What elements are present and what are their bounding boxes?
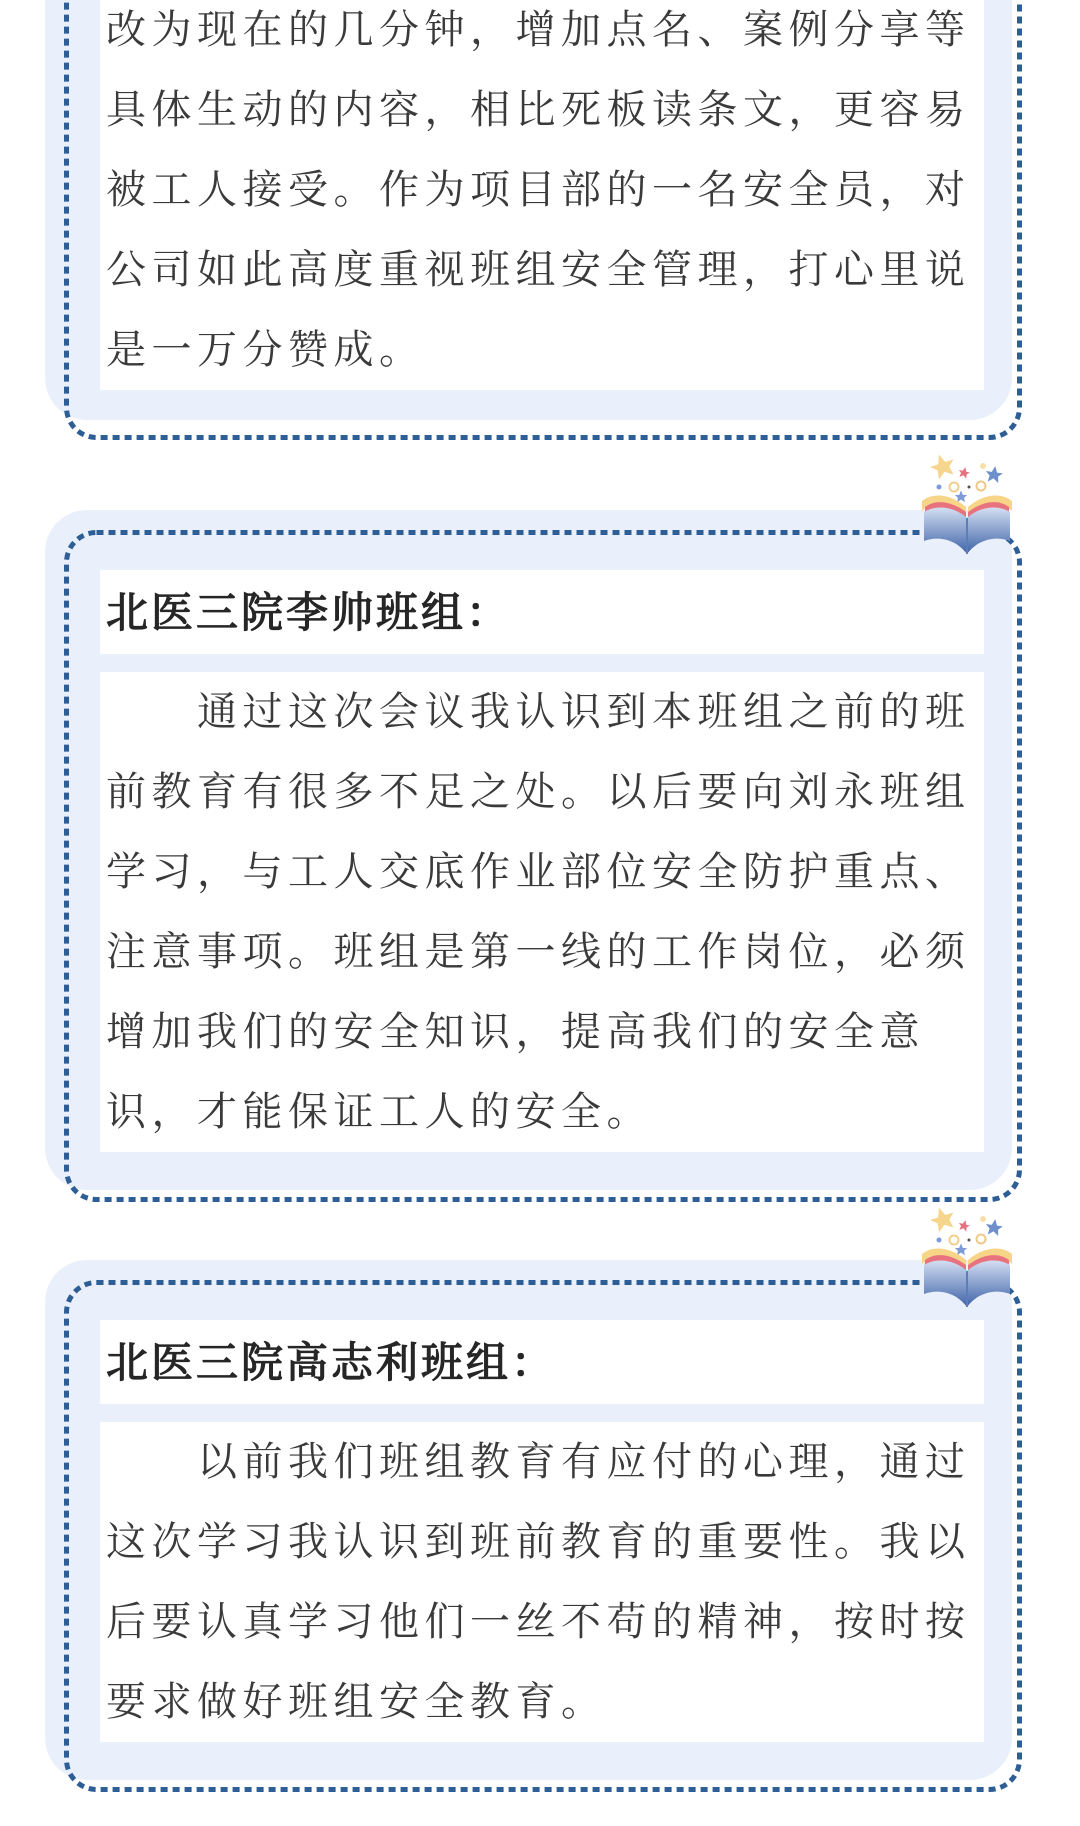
open-book (922, 1248, 1012, 1307)
quote-paragraph-text: 以前我们班组教育有应付的心理，通过这次学习我认识到班前教育的重要性。我以后要认真学习他们一丝不苟的精神，按时按要求做好班组安全教育。 (106, 1440, 971, 1724)
quote-box-3 (45, 1260, 1012, 1780)
paragraph-strip (100, 672, 984, 1152)
heading-strip (100, 1320, 984, 1404)
quote-paragraph-text: 通过这次会议我认识到本班组之前的班前教育有很多不足之处。以后要向刘永班组学习，与工人交底作业部位安全防护重点、注意事项。班组是第一线的工作岗位，必须增加我们的安全知识，提高我们的安全意识，才能保证工人的安全。 (106, 690, 971, 1134)
book-sparkle-icon (921, 444, 1013, 559)
open-book (922, 495, 1012, 554)
quote-box-1 (45, 0, 1012, 420)
paragraph-strip (100, 0, 984, 390)
paragraph-strip (100, 1422, 984, 1742)
quote-paragraph-text: 改为现在的几分钟，增加点名、案例分享等具体生动的内容，相比死板读条文，更容易被工人接受。作为项目部的一名安全员，对公司如此高度重视班组安全管理，打心里说是一万分赞成。 (106, 8, 971, 372)
quote-heading-text: 北医三院高志利班组： (106, 1339, 557, 1386)
sparkle-stars (927, 1204, 1004, 1255)
quote-box-2 (45, 510, 1012, 1190)
sparkle-stars (927, 451, 1004, 502)
heading-strip (100, 570, 984, 654)
book-sparkle-icon (921, 1197, 1013, 1312)
quote-heading-text: 北医三院李帅班组： (106, 589, 512, 636)
